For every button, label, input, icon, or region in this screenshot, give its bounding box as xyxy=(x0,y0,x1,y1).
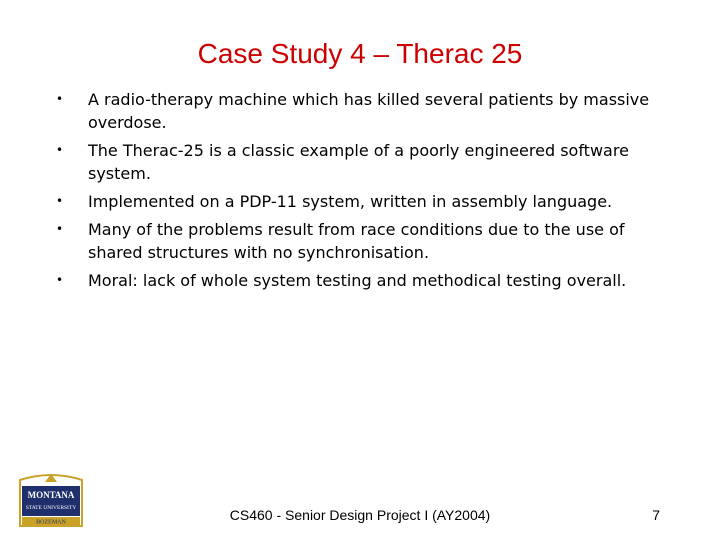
page-number: 7 xyxy=(652,507,660,523)
bullet-item xyxy=(56,139,666,185)
logo-top-text: MONTANA xyxy=(27,490,75,500)
logo-middle-text: STATE UNIVERSITY xyxy=(25,505,77,511)
bullet-marker: • xyxy=(56,92,64,106)
footer-course: CS460 - Senior Design Project I (AY2004) xyxy=(229,507,491,523)
bullet-marker: • xyxy=(56,143,64,157)
bullet-text: Many of the problems result from race conditions due to the use of shared structures with no synchronisation. xyxy=(88,220,625,262)
montana-state-logo xyxy=(18,468,84,528)
bullet-item xyxy=(56,190,666,213)
bullet-text: Implemented on a PDP-11 system, written in assembly language. xyxy=(88,192,613,211)
bullet-list xyxy=(56,88,666,297)
bullet-marker: • xyxy=(56,273,64,287)
bullet-text: A radio-therapy machine which has killed several patients by massive overdose. xyxy=(88,90,650,132)
bullet-item xyxy=(56,88,666,134)
logo-bottom-text: BOZEMAN xyxy=(36,519,66,526)
slide-title: Case Study 4 – Therac 25 xyxy=(197,38,523,69)
bullet-marker: • xyxy=(56,194,64,208)
bullet-text: The Therac-25 is a classic example of a poorly engineered software system. xyxy=(88,141,629,183)
bullet-item xyxy=(56,218,666,264)
bullet-item xyxy=(56,269,666,292)
bullet-marker: • xyxy=(56,222,64,236)
bullet-text: Moral: lack of whole system testing and methodical testing overall. xyxy=(88,271,627,290)
